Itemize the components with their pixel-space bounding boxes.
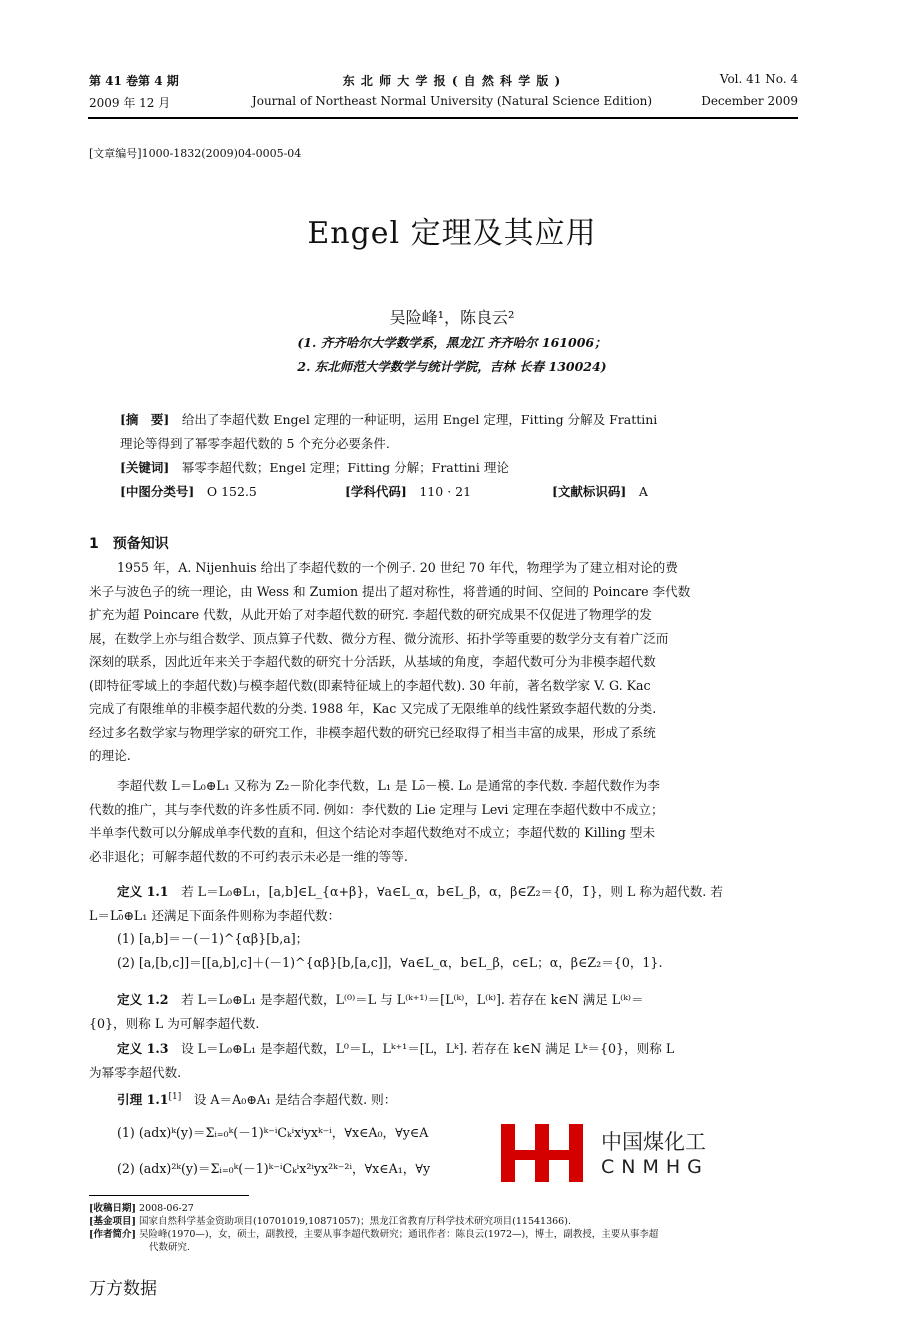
doc-item [552, 480, 648, 504]
footnote-fund [89, 1215, 804, 1228]
para1-line: 扩充为超 Poincare 代数，从此开始了对李超代数的研究. 李超代数的研究成果不仅促进了物理学的发 [89, 607, 652, 622]
definition-1-3 [89, 1037, 799, 1084]
def12-line-1 [89, 988, 799, 1012]
section-1-para-2 [89, 774, 799, 868]
keywords-text: 幂零李超代数；Engel 定理；Fitting 分解；Frattini 理论 [181, 460, 509, 475]
footnotes [89, 1202, 804, 1254]
lemma11-label: 引理 1.1 [117, 1092, 169, 1108]
cnmhg-watermark [497, 1120, 727, 1190]
abstract-label: [摘 要] [120, 412, 170, 427]
def13-label: 定义 1.3 [117, 1041, 169, 1056]
cnmhg-logo-icon [497, 1120, 597, 1186]
header-date-cn: 2009 年 12 月 [89, 96, 171, 110]
abstract-line-1 [120, 408, 780, 432]
logo-bar-cross [501, 1150, 583, 1160]
subject-item [345, 480, 471, 504]
keywords-label: [关键词] [120, 460, 170, 475]
def13-text-2: 为幂零李超代数. [89, 1064, 182, 1080]
abstract-block [120, 408, 780, 504]
footnote-received [89, 1202, 804, 1215]
para1-line: 完成了有限维单的非模李超代数的分类. 1988 年，Kac 又完成了无限维单的线性紧致李超代数的分类. [89, 701, 657, 716]
para2-line: 必非退化；可解李超代数的不可约表示未必是一维的等等. [89, 848, 408, 864]
para1-line: (即特征零域上的李超代数)与模李超代数(即素特征域上的李超代数). 30 年前，著名数学家 V. G. Kac [89, 677, 651, 693]
section-1-heading: 1 预备知识 [89, 536, 169, 552]
subject-value: 110 · 21 [419, 484, 472, 499]
classification-line [120, 480, 780, 504]
header-journal-en: Journal of Northeast Normal University (Natural Science Edition) [251, 94, 653, 108]
affiliation-2: 2. 东北师范大学数学与统计学院，吉林 长春 130024) [297, 359, 607, 374]
doc-value: A [638, 484, 648, 499]
def11-line-1 [89, 880, 799, 904]
bottom-source: 万方数据 [89, 1279, 157, 1299]
def11-text-2: L＝L₀̄⊕L₁ 还满足下面条件则称为李超代数： [89, 907, 341, 923]
lemma11-eq-1: (1) (adx)ᵏ(y)＝Σᵢ₌₀ᵏ(－1)ᵏ⁻ⁱCₖⁱxⁱyxᵏ⁻ⁱ，∀x∈A₀，∀y∈A [117, 1125, 429, 1140]
abstract-text-1: 给出了李超代数 Engel 定理的一种证明，运用 Engel 定理，Fitting 分解及 Frattini [181, 412, 658, 427]
para1-line: 展，在数学上亦与组合数学、顶点算子代数、微分方程、微分流形、拓扑学等重要的数学分支有着广泛而 [89, 630, 669, 646]
def11-cond-1: (1) [a,b]＝－(－1)^{αβ}[b,a]； [117, 931, 309, 946]
definition-1-1 [89, 880, 799, 974]
def12-text-1: 若 L＝L₀⊕L₁ 是李超代数，L⁽⁰⁾＝L 与 L⁽ᵏ⁺¹⁾＝[L⁽ᵏ⁾，L⁽ᵏ⁾]. 若存在 k∈N 满足 L⁽ᵏ⁾＝ [181, 992, 644, 1007]
def13-text-1: 设 L＝L₀⊕L₁ 是李超代数，L⁰＝L，Lᵏ⁺¹＝[L，Lᵏ]. 若存在 k∈N 满足 Lᵏ＝{0}，则称 L [181, 1041, 675, 1056]
para1-line: 深刻的联系，因此近年来关于李超代数的研究十分活跃，从基域的角度，李超代数可分为非模李超代数 [89, 654, 656, 669]
header-rule [88, 117, 798, 119]
para2-line: 半单李代数可以分解成单李代数的直和，但这个结论对李超代数绝对不成立；李超代数的 Killing 型未 [89, 825, 656, 840]
footnote-rule [89, 1195, 249, 1196]
abstract-text-2: 理论等得到了幂零李超代数的 5 个充分必要条件. [120, 436, 390, 451]
header-date-en: December 2009 [701, 94, 798, 108]
received-label: [收稿日期] [89, 1203, 136, 1214]
def12-text-2: {0}，则称 L 为可解李超代数. [89, 1015, 260, 1031]
lemma11-text: 设 A＝A₀⊕A₁ 是结合李超代数. 则： [193, 1092, 397, 1108]
watermark-cn: 中国煤化工 [601, 1130, 706, 1154]
header-volume-en: Vol. 41 No. 4 [719, 72, 798, 86]
affiliation-1: (1. 齐齐哈尔大学数学系，黑龙江 齐齐哈尔 161006； [297, 335, 607, 350]
doc-label: [文献标识码] [552, 484, 627, 499]
def11-text-1: 若 L＝L₀⊕L₁，[a,b]∈L_{α+β}，∀a∈L_α，b∈L_β，α，β∈Z₂＝{0̄，1̄}，则 L 称为超代数. 若 [181, 884, 723, 899]
def13-line-1 [89, 1037, 799, 1061]
para1-line: 经过多名数学家与物理学家的研究工作，非模李超代数的研究已经取得了相当丰富的成果，形成了系统 [89, 724, 656, 740]
definition-1-2 [89, 988, 799, 1035]
subject-label: [学科代码] [345, 484, 407, 499]
lemma11-eq-2: (2) (adx)²ᵏ(y)＝Σᵢ₌₀ᵏ(－1)ᵏ⁻ⁱCₖⁱx²ⁱyx²ᵏ⁻²ⁱ，∀x∈A₁，∀y [117, 1161, 431, 1176]
def11-label: 定义 1.1 [117, 884, 169, 899]
def11-cond-2: (2) [a,[b,c]]＝[[a,b],c]＋(－1)^{αβ}[b,[a,c]]，∀a∈L_α，b∈L_β，c∈L；α，β∈Z₂＝{0，1}. [117, 954, 663, 970]
author-value-2: 代数研究. [149, 1242, 191, 1253]
fund-label: [基金项目] [89, 1216, 136, 1227]
lemma-1-1 [89, 1086, 799, 1112]
lemma11-ref[interactable]: [1] [168, 1092, 182, 1102]
para1-line: 1955 年，A. Nijenhuis 给出了李超代数的一个例子. 20 世纪 70 年代，物理学为了建立相对论的费 [117, 560, 678, 575]
authors: 吴险峰¹，陈良云² [389, 308, 515, 327]
clc-item [120, 480, 257, 504]
para1-line: 米子与波色子的统一理论，由 Wess 和 Zumion 提出了超对称性，将普通的时间、空间的 Poincare 李代数 [89, 583, 691, 599]
para1-line: 的理论. [89, 748, 131, 763]
lemma11-line [89, 1086, 799, 1112]
clc-label: [中图分类号] [120, 484, 195, 499]
def12-label: 定义 1.2 [117, 992, 169, 1007]
section-1-para-1 [89, 556, 799, 768]
clc-value: O 152.5 [206, 484, 257, 499]
para2-line: 代数的推广，其与李代数的许多性质不同. 例如：李代数的 Lie 定理与 Levi 定理在李超代数中不成立； [89, 801, 664, 817]
received-value: 2008-06-27 [139, 1203, 194, 1214]
para2-line: 李超代数 L＝L₀⊕L₁ 又称为 Z₂－阶化李代数，L₁ 是 L₀̄－模. L₀ 是通常的李代数. 李超代数作为李 [117, 778, 660, 793]
footnote-author [89, 1228, 804, 1241]
fund-value: 国家自然科学基金资助项目(10701019,10871057)；黑龙江省教育厅科学技术研究项目(11541366). [139, 1216, 571, 1227]
header-volume-cn: 第 41 卷第 4 期 [89, 74, 179, 88]
keywords-line [120, 456, 780, 480]
watermark-en: CNMHG [601, 1156, 709, 1178]
article-number: [文章编号]1000-1832(2009)04-0005-04 [89, 147, 302, 160]
author-label: [作者简介] [89, 1229, 136, 1240]
page-title: Engel 定理及其应用 [307, 216, 597, 251]
author-value-1: 吴险峰(1970—)，女，硕士，副教授，主要从事李超代数研究；通讯作者：陈良云(1972—)，博士，副教授，主要从事李超 [139, 1229, 659, 1240]
header-journal-cn: 东 北 师 大 学 报 ( 自 然 科 学 版 ) [342, 74, 562, 88]
